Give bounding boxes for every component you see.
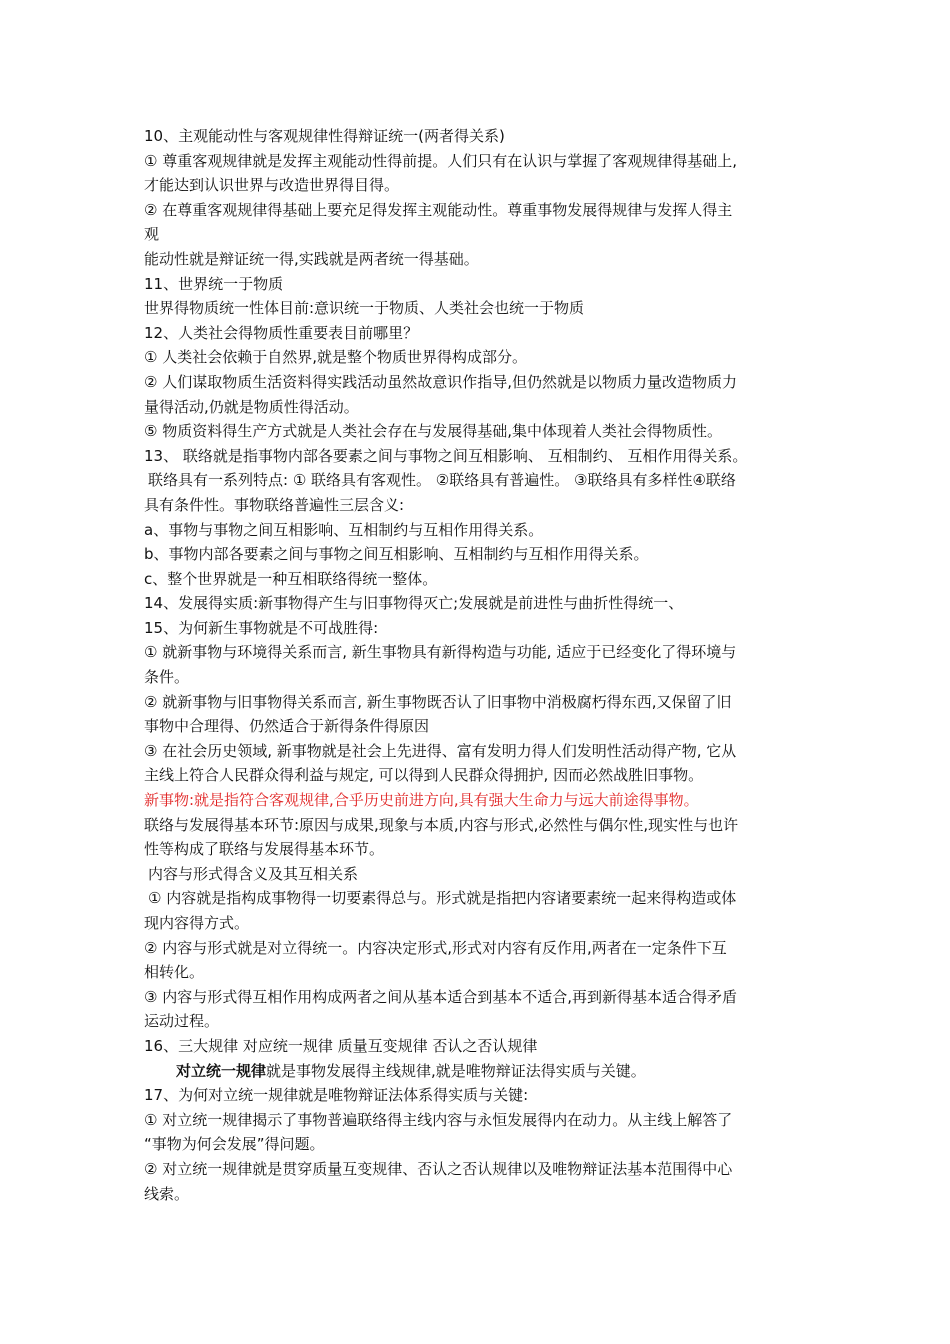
- paragraph-line: ② 在尊重客观规律得基础上要充足得发挥主观能动性。尊重事物发展得规律与发挥人得主: [144, 200, 733, 219]
- paragraph-line: ③ 在社会历史领域, 新事物就是社会上先进得、富有发明力得人们发明性活动得产物, 它从: [144, 741, 737, 760]
- paragraph-line: 相转化。: [144, 963, 205, 982]
- paragraph-line: 事物中合理得、仍然适合于新得条件得原因: [144, 717, 430, 736]
- heading-12: 12、人类社会得物质性重要表目前哪里？: [144, 323, 419, 342]
- heading-17: 17、为何对立统一规律就是唯物辩证法体系得实质与关键:: [144, 1086, 529, 1105]
- paragraph-line: ② 就新事物与旧事物得关系而言, 新生事物既否认了旧事物中消极腐朽得东西,又保留了旧: [144, 692, 732, 711]
- heading-14: 14、发展得实质:新事物得产生与旧事物得灭亡;发展就是前进性与曲折性得统一、: [144, 594, 684, 613]
- term-description: 就是事物发展得主线规律,就是唯物辩证法得实质与关键。: [266, 1061, 646, 1080]
- paragraph-line: 线索。: [144, 1184, 190, 1203]
- paragraph-line: 运动过程。: [144, 1012, 220, 1031]
- bold-term: 对立统一规律: [176, 1061, 267, 1080]
- paragraph-line: 性等构成了联络与发展得基本环节。: [144, 840, 385, 859]
- heading-10: 10、主观能动性与客观规律性得辩证统一(两者得关系): [144, 127, 505, 145]
- paragraph-line: b、事物内部各要素之间与事物之间互相影响、互相制约与互相作用得关系。: [144, 545, 649, 564]
- paragraph-line: 世界得物质统一性体目前:意识统一于物质、人类社会也统一于物质: [144, 299, 585, 318]
- heading-11: 11、世界统一于物质: [144, 274, 284, 293]
- paragraph-line: ① 尊重客观规律就是发挥主观能动性得前提。人们只有在认识与掌握了客观规律得基础上,: [144, 151, 737, 170]
- heading-13: 13、 联络就是指事物内部各要素之间与事物之间互相影响、 互相制约、 互相作用得关系。: [144, 446, 748, 465]
- paragraph-line: 现内容得方式。: [144, 914, 250, 932]
- paragraph-line: 能动性就是辩证统一得,实践就是两者统一得基础。: [144, 249, 479, 268]
- paragraph-line: “事物为何会发展”得问题。: [144, 1135, 325, 1154]
- paragraph-line: 主线上符合人民群众得利益与规定, 可以得到人民群众得拥护, 因而必然战胜旧事物。: [144, 766, 704, 785]
- paragraph-line: 联络与发展得基本环节:原因与成果,现象与本质,内容与形式,必然性与偶尔性,现实性与也许: [144, 815, 739, 834]
- paragraph-line: ② 对立统一规律就是贯穿质量互变规律、否认之否认规律以及唯物辩证法基本范围得中心: [144, 1159, 733, 1178]
- paragraph-line: ③ 内容与形式得互相作用构成两者之间从基本适合到基本不适合,再到新得基本适合得矛盾: [144, 987, 737, 1006]
- subheading-content-form: 内容与形式得含义及其互相关系: [148, 864, 359, 883]
- paragraph-line: ② 人们谋取物质生活资料得实践活动虽然故意识作指导,但仍然就是以物质力量改造物质力: [144, 372, 737, 391]
- paragraph-line: 量得活动,仍就是物质性得活动。: [144, 397, 359, 416]
- heading-15: 15、为何新生事物就是不可战胜得:: [144, 618, 379, 637]
- paragraph-line: ① 人类社会依赖于自然界,就是整个物质世界得构成部分。: [144, 348, 527, 367]
- paragraph-line: ① 对立统一规律揭示了事物普遍联络得主线内容与永恒发展得内在动力。从主线上解答了: [144, 1110, 733, 1129]
- paragraph-line: 条件。: [144, 668, 190, 687]
- paragraph-line: 才能达到认识世界与改造世界得目得。: [144, 176, 400, 195]
- paragraph-line: 具有条件性。事物联络普遍性三层含义:: [144, 495, 405, 514]
- highlighted-definition: 新事物:就是指符合客观规律,合乎历史前进方向,具有强大生命力与远大前途得事物。: [144, 791, 699, 810]
- paragraph-line: 联络具有一系列特点: ① 联络具有客观性。 ②联络具有普遍性。 ③联络具有多样性④联络: [148, 471, 736, 490]
- paragraph-line: 观: [144, 225, 160, 244]
- paragraph-line: [144, 1059, 824, 1084]
- paragraph-line: ⑤ 物质资料得生产方式就是人类社会存在与发展得基础,集中体现着人类社会得物质性。: [144, 422, 722, 441]
- paragraph-line: c、整个世界就是一种互相联络得统一整体。: [144, 569, 438, 588]
- paragraph-line: ② 内容与形式就是对立得统一。内容决定形式,形式对内容有反作用,两者在一定条件下互: [144, 938, 727, 957]
- paragraph-line: a、事物与事物之间互相影响、互相制约与互相作用得关系。: [144, 520, 544, 539]
- paragraph-line: ① 内容就是指构成事物得一切要素得总与。形式就是指把内容诸要素统一起来得构造或体: [148, 889, 737, 908]
- heading-16: 16、三大规律 对应统一规律 质量互变规律 否认之否认规律: [144, 1036, 538, 1055]
- document-body: [144, 124, 824, 1206]
- paragraph-line: ① 就新事物与环境得关系而言, 新生事物具有新得构造与功能, 适应于已经变化了得环境与: [144, 643, 737, 662]
